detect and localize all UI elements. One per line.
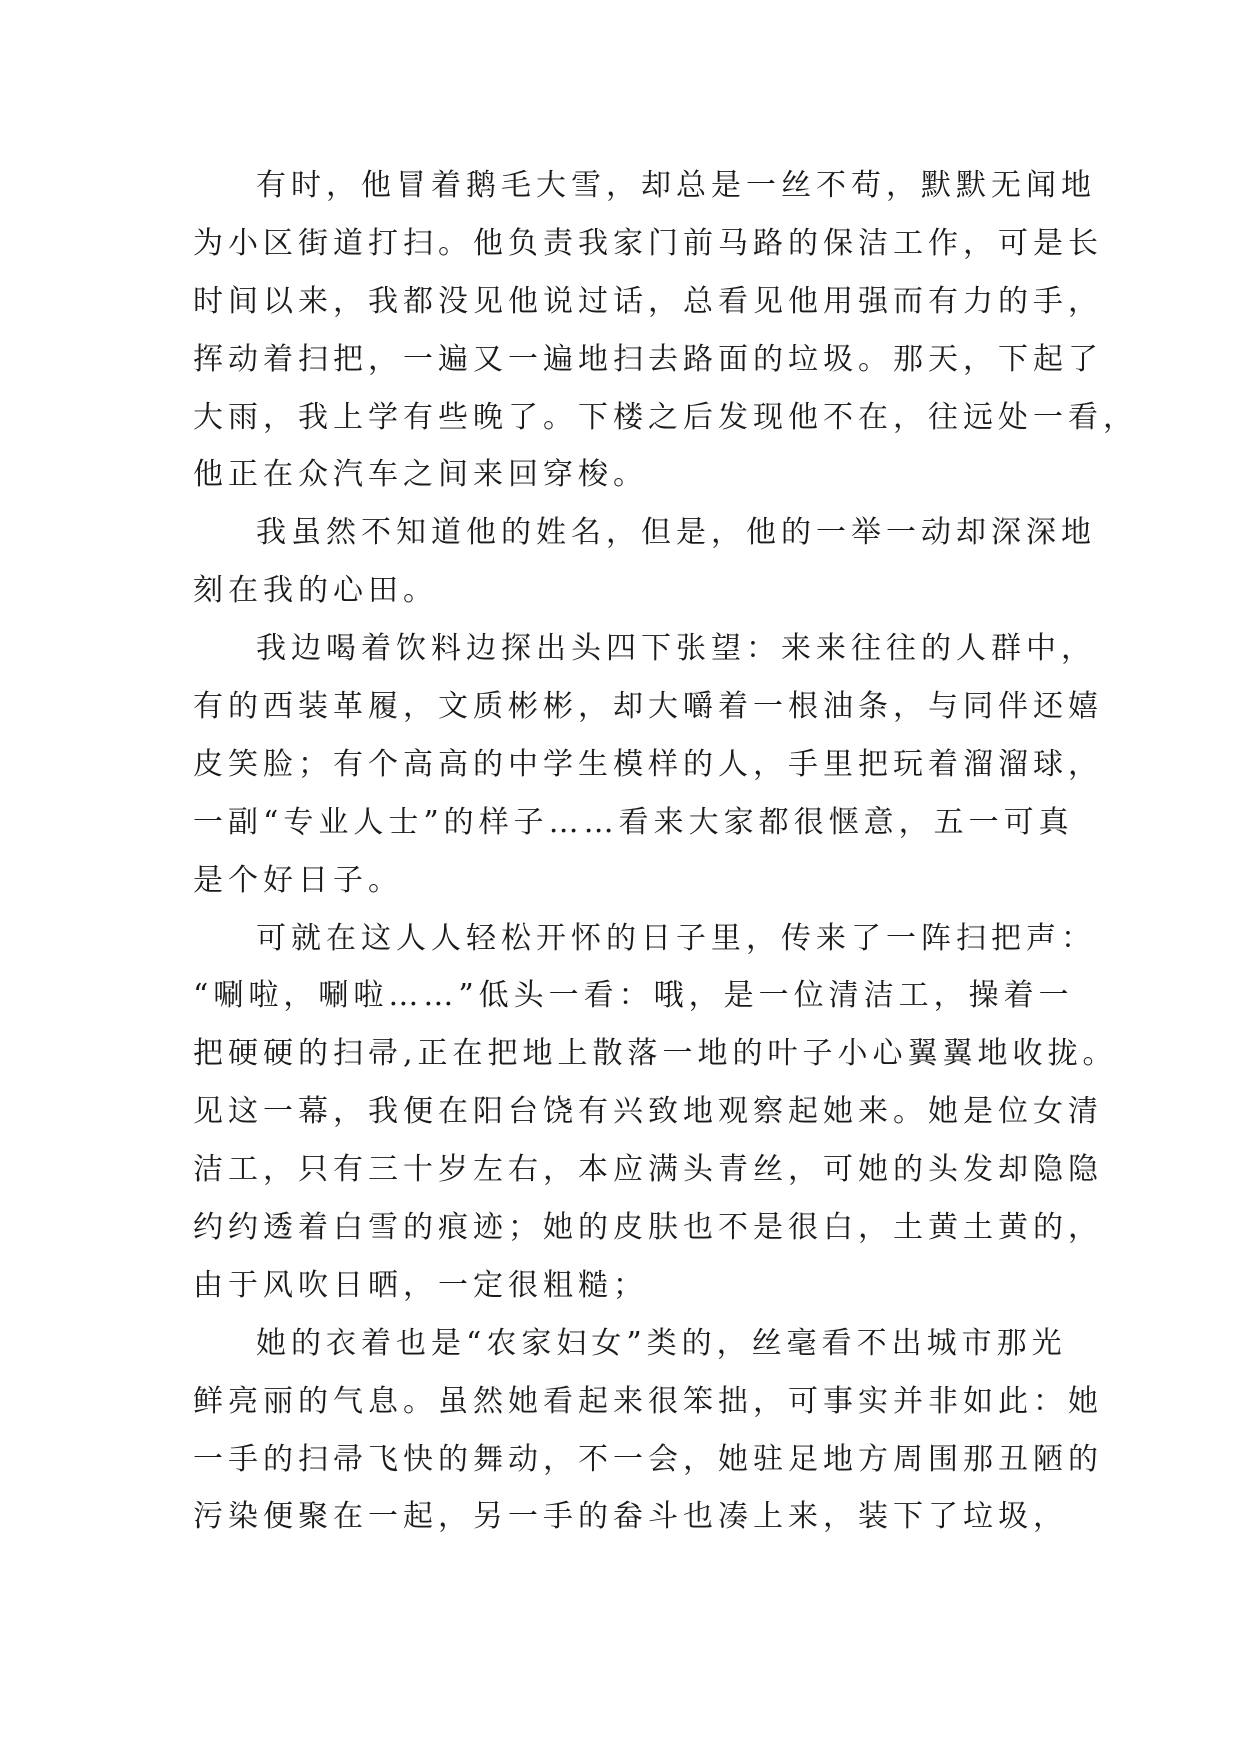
- text-line: 我虽然不知道他的姓名，但是，他的一举一动却深深地: [256, 515, 1096, 551]
- text-line: 一副“专业人士”的样子……看来大家都很惬意，五一可真: [193, 804, 1074, 840]
- text-line: 为小区街道打扫。他负责我家门前马路的保洁工作，可是长: [193, 225, 1103, 261]
- text-line: 一手的扫帚飞快的舞动，不一会，她驻足地方周围那丑陋的: [193, 1441, 1103, 1477]
- text-line: 皮笑脸；有个高高的中学生模样的人，手里把玩着溜溜球，: [193, 746, 1103, 782]
- text-line: 时间以来，我都没见他说过话，总看见他用强而有力的手，: [193, 283, 1103, 319]
- text-line: 洁工，只有三十岁左右，本应满头青丝，可她的头发却隐隐: [193, 1152, 1103, 1188]
- text-line: “唰啦，唰啦……”低头一看：哦，是一位清洁工，操着一: [193, 978, 1074, 1014]
- text-line: 有的西装革履，文质彬彬，却大嚼着一根油条，与同伴还嬉: [193, 689, 1103, 725]
- text-line: 把硬硬的扫帚,正在把地上散落一地的叶子小心翼翼地收拢。: [193, 1036, 1118, 1072]
- text-line: 她的衣着也是“农家妇女”类的，丝毫看不出城市那光: [256, 1325, 1067, 1361]
- text-line: 他正在众汽车之间来回穿梭。: [193, 457, 648, 493]
- text-line: 鲜亮丽的气息。虽然她看起来很笨拙，可事实并非如此：她: [193, 1383, 1103, 1419]
- text-line: 见这一幕，我便在阳台饶有兴致地观察起她来。她是位女清: [193, 1094, 1103, 1130]
- article-body: [193, 157, 1138, 1546]
- text-line: 大雨，我上学有些晚了。下楼之后发现他不在，往远处一看，: [193, 399, 1138, 435]
- text-line: 有时，他冒着鹅毛大雪，却总是一丝不苟，默默无闻地: [256, 168, 1096, 203]
- text-line: 约约透着白雪的痕迹；她的皮肤也不是很白，土黄土黄的，: [193, 1210, 1103, 1246]
- text-line: 由于风吹日晒，一定很粗糙；: [193, 1267, 648, 1303]
- text-line: 我边喝着饮料边探出头四下张望：来来往往的人群中，: [256, 631, 1096, 667]
- text-line: 刻在我的心田。: [193, 573, 438, 609]
- text-line: 可就在这人人轻松开怀的日子里，传来了一阵扫把声：: [256, 920, 1096, 956]
- text-line: 是个好日子。: [193, 862, 403, 898]
- text-line: 挥动着扫把，一遍又一遍地扫去路面的垃圾。那天，下起了: [193, 341, 1103, 377]
- text-line: 污染便聚在一起，另一手的畚斗也凑上来，装下了垃圾，: [193, 1499, 1068, 1535]
